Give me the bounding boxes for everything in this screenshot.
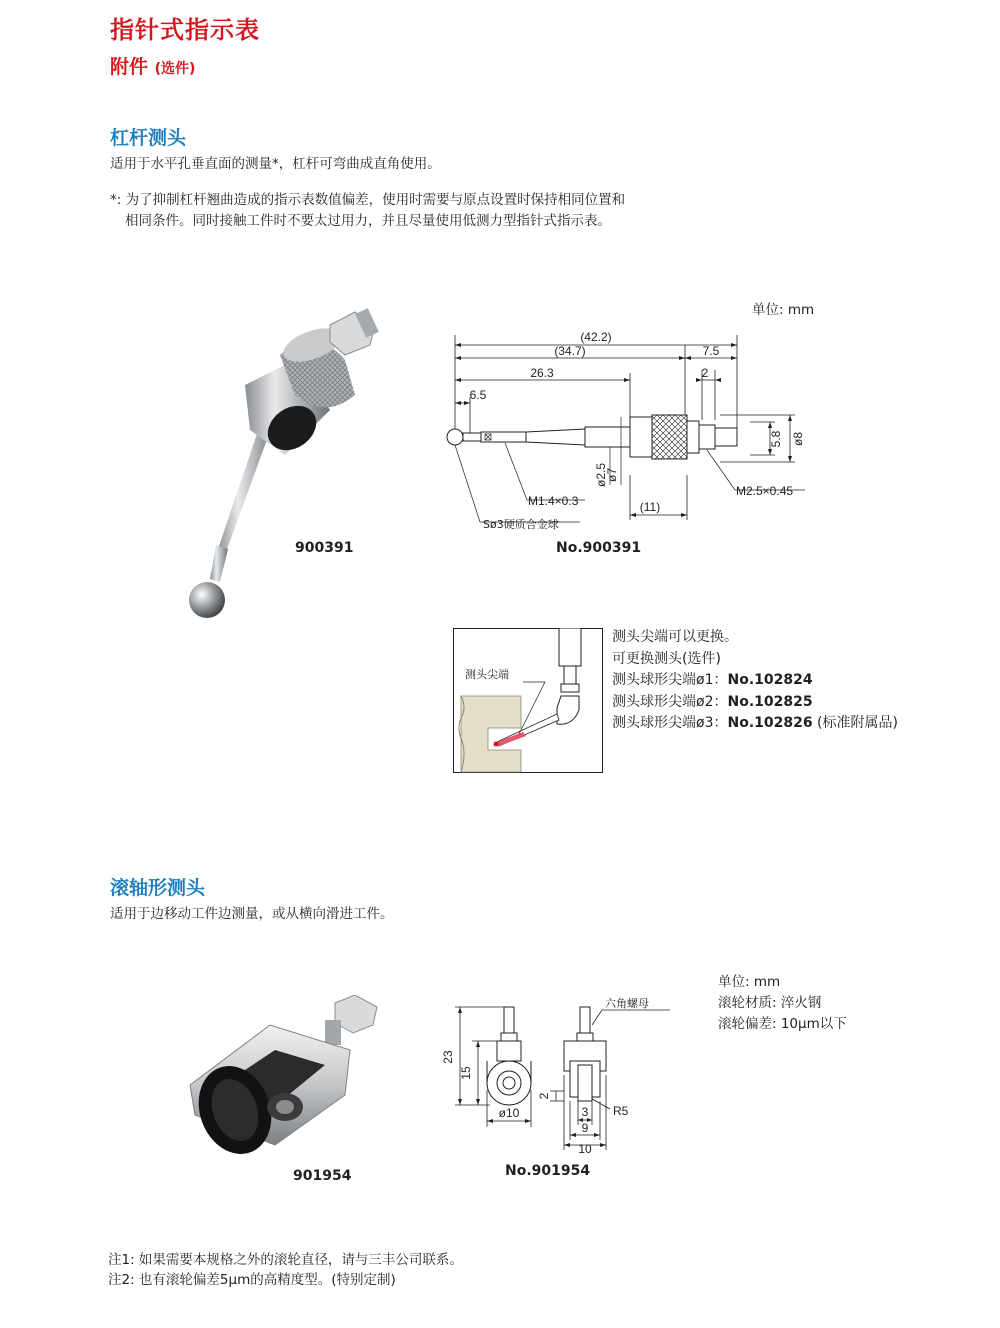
dim-25: ø2.5 xyxy=(594,462,608,488)
dim-42: (42.2) xyxy=(580,330,612,344)
lever-unit: 单位: mm xyxy=(752,302,815,318)
roller-section-title: 滚轴形测头 xyxy=(110,877,206,899)
lever-drawing-caption: No.900391 xyxy=(556,540,642,556)
dim-347: (34.7) xyxy=(554,344,586,358)
tips-line2: 可更换测头(选件) xyxy=(612,650,721,667)
tip-replacement-info xyxy=(612,627,898,735)
notes xyxy=(108,1250,463,1290)
tips-line3 xyxy=(612,670,898,692)
tips-line5-no: No.102826 xyxy=(727,715,813,731)
dim-8: ø8 xyxy=(791,431,805,447)
roller-dim-15: 15 xyxy=(459,1066,473,1080)
lever-description: 适用于水平孔垂直面的测量*，杠杆可弯曲成直角使用。 xyxy=(110,156,441,172)
dim-7: ø7 xyxy=(605,467,619,483)
roller-dim-23: 23 xyxy=(441,1050,455,1064)
roller-description: 适用于边移动工件边测量，或从横向滑进工件。 xyxy=(110,906,394,922)
lever-note-line1: *: 为了抑制杠杆翘曲造成的指示表数值偏差，使用时需要与原点设置时保持相同位置和 xyxy=(110,192,626,208)
tips-line5 xyxy=(612,713,898,735)
tips-line5-suffix: (标准附属品) xyxy=(812,715,898,731)
roller-unit: 单位: mm xyxy=(718,974,781,990)
dim-2: 2 xyxy=(701,366,709,380)
tip-replacement-illustration xyxy=(453,628,603,773)
roller-photo-caption: 901954 xyxy=(293,1168,352,1184)
dim-11: (11) xyxy=(639,500,661,514)
dim-ball: Sø3硬质合金球 xyxy=(483,518,559,531)
dim-m25: M2.5×0.45 xyxy=(736,484,794,498)
roller-dim-10: 10 xyxy=(578,1142,592,1155)
dim-65: 6.5 xyxy=(469,388,487,402)
tips-line5-prefix: 测头球形尖端ø3： xyxy=(612,715,728,731)
lever-note-line2: 相同条件。同时接触工件时不要太过用力，并且尽量使用低测力型指针式指示表。 xyxy=(125,213,611,229)
page-title: 指针式指示表 xyxy=(110,16,260,44)
roller-dimension-drawing xyxy=(440,995,680,1155)
subtitle-main: 附件 xyxy=(110,56,149,78)
roller-runout: 滚轮偏差: 10μm以下 xyxy=(718,1016,847,1032)
tips-line4-no: No.102825 xyxy=(727,693,813,710)
roller-dim-2: 2 xyxy=(537,1092,551,1100)
subtitle-paren: (选件) xyxy=(154,61,196,77)
roller-photo xyxy=(185,995,385,1160)
dim-263: 26.3 xyxy=(530,366,554,380)
roller-dim-r5: R5 xyxy=(613,1104,629,1118)
tips-line3-prefix: 测头球形尖端ø1： xyxy=(612,672,728,688)
roller-material: 滚轮材质: 淬火钢 xyxy=(718,995,822,1011)
dim-m14: M1.4×0.3 xyxy=(528,494,579,508)
roller-specs xyxy=(718,972,847,1035)
roller-dim-9: 9 xyxy=(581,1121,589,1135)
dim-58: 5.8 xyxy=(769,430,783,448)
note-1: 注1: 如果需要本规格之外的滚轮直径，请与三丰公司联系。 xyxy=(108,1252,463,1268)
page-subtitle xyxy=(110,52,195,79)
roller-hex-nut: 六角螺母 xyxy=(605,997,649,1010)
tips-line3-no: No.102824 xyxy=(727,672,813,688)
tip-label: 测头尖端 xyxy=(465,668,509,681)
lever-photo xyxy=(180,300,400,625)
roller-drawing-caption: No.901954 xyxy=(505,1163,591,1179)
lever-section-title: 杠杆测头 xyxy=(110,127,187,149)
tips-line1: 测头尖端可以更换。 xyxy=(612,629,738,645)
roller-dim-3: 3 xyxy=(581,1105,589,1119)
dim-75: 7.5 xyxy=(702,344,720,358)
lever-photo-caption: 900391 xyxy=(295,540,354,556)
tips-line4-prefix: 测头球形尖端ø2： xyxy=(612,693,728,710)
lever-dimension-drawing xyxy=(435,325,815,535)
note-2: 注2: 也有滚轮偏差5μm的高精度型。(特别定制) xyxy=(108,1272,396,1288)
tips-line4 xyxy=(612,692,898,714)
roller-dim-10dia: ø10 xyxy=(498,1106,520,1120)
